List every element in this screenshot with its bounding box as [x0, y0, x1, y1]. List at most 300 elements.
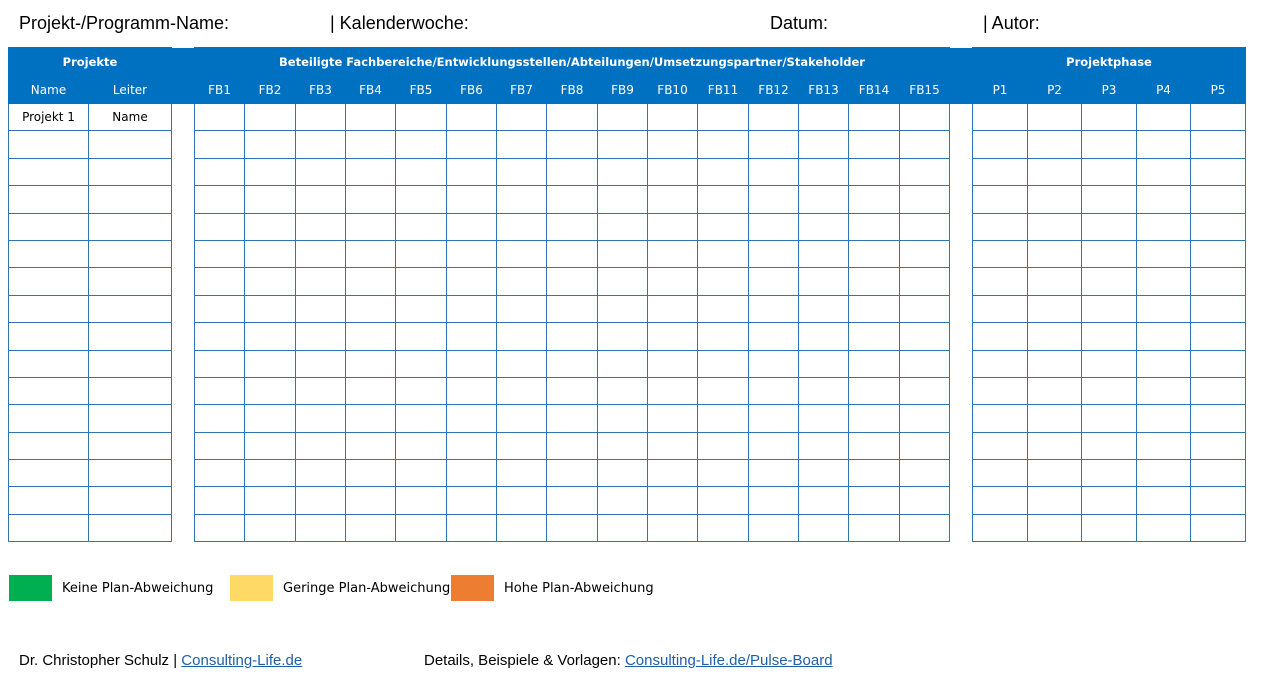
- department-status-cell[interactable]: [749, 432, 799, 459]
- phase-status-cell[interactable]: [973, 240, 1028, 267]
- department-status-cell[interactable]: [245, 405, 296, 432]
- phase-status-cell[interactable]: [973, 460, 1028, 487]
- department-status-cell[interactable]: [849, 186, 900, 213]
- department-status-cell[interactable]: [497, 350, 547, 377]
- department-status-cell[interactable]: [849, 487, 900, 514]
- department-status-cell[interactable]: [396, 514, 447, 541]
- project-leader-cell[interactable]: [89, 405, 172, 432]
- department-status-cell[interactable]: [698, 104, 749, 131]
- department-status-cell[interactable]: [900, 295, 950, 322]
- department-status-cell[interactable]: [497, 131, 547, 158]
- phase-status-cell[interactable]: [1082, 405, 1137, 432]
- phase-status-cell[interactable]: [1191, 432, 1246, 459]
- department-status-cell[interactable]: [749, 514, 799, 541]
- department-status-cell[interactable]: [195, 131, 245, 158]
- department-status-cell[interactable]: [195, 514, 245, 541]
- department-status-cell[interactable]: [900, 377, 950, 404]
- department-status-cell[interactable]: [698, 295, 749, 322]
- department-status-cell[interactable]: [296, 186, 346, 213]
- department-status-cell[interactable]: [648, 240, 698, 267]
- phase-status-cell[interactable]: [1028, 186, 1082, 213]
- department-status-cell[interactable]: [547, 405, 598, 432]
- department-status-cell[interactable]: [698, 377, 749, 404]
- department-status-cell[interactable]: [245, 131, 296, 158]
- department-status-cell[interactable]: [749, 213, 799, 240]
- phase-status-cell[interactable]: [1137, 268, 1191, 295]
- author-website-link[interactable]: Consulting-Life.de: [181, 652, 303, 669]
- department-status-cell[interactable]: [396, 186, 447, 213]
- department-status-cell[interactable]: [447, 405, 497, 432]
- department-status-cell[interactable]: [195, 213, 245, 240]
- department-status-cell[interactable]: [447, 460, 497, 487]
- department-status-cell[interactable]: [547, 268, 598, 295]
- department-status-cell[interactable]: [547, 350, 598, 377]
- department-status-cell[interactable]: [698, 487, 749, 514]
- department-status-cell[interactable]: [497, 432, 547, 459]
- department-status-cell[interactable]: [698, 514, 749, 541]
- project-name-cell[interactable]: [9, 131, 89, 158]
- department-status-cell[interactable]: [346, 405, 396, 432]
- department-status-cell[interactable]: [245, 104, 296, 131]
- department-status-cell[interactable]: [497, 323, 547, 350]
- phase-status-cell[interactable]: [1028, 323, 1082, 350]
- department-status-cell[interactable]: [547, 487, 598, 514]
- department-status-cell[interactable]: [396, 323, 447, 350]
- project-leader-cell[interactable]: [89, 487, 172, 514]
- department-status-cell[interactable]: [598, 377, 648, 404]
- department-status-cell[interactable]: [900, 213, 950, 240]
- department-status-cell[interactable]: [799, 405, 849, 432]
- department-status-cell[interactable]: [598, 432, 648, 459]
- department-status-cell[interactable]: [598, 131, 648, 158]
- department-status-cell[interactable]: [547, 460, 598, 487]
- department-status-cell[interactable]: [648, 158, 698, 185]
- project-name-cell[interactable]: [9, 405, 89, 432]
- project-name-cell[interactable]: [9, 350, 89, 377]
- department-status-cell[interactable]: [598, 186, 648, 213]
- department-status-cell[interactable]: [346, 460, 396, 487]
- department-status-cell[interactable]: [900, 460, 950, 487]
- phase-status-cell[interactable]: [1082, 158, 1137, 185]
- phase-status-cell[interactable]: [1137, 323, 1191, 350]
- department-status-cell[interactable]: [749, 460, 799, 487]
- department-status-cell[interactable]: [195, 268, 245, 295]
- department-status-cell[interactable]: [900, 131, 950, 158]
- department-status-cell[interactable]: [296, 432, 346, 459]
- phase-status-cell[interactable]: [1028, 104, 1082, 131]
- department-status-cell[interactable]: [698, 240, 749, 267]
- department-status-cell[interactable]: [346, 186, 396, 213]
- phase-status-cell[interactable]: [973, 158, 1028, 185]
- phase-status-cell[interactable]: [1137, 377, 1191, 404]
- department-status-cell[interactable]: [195, 323, 245, 350]
- phase-status-cell[interactable]: [973, 131, 1028, 158]
- project-name-cell[interactable]: [9, 268, 89, 295]
- department-status-cell[interactable]: [749, 295, 799, 322]
- department-status-cell[interactable]: [749, 350, 799, 377]
- department-status-cell[interactable]: [547, 186, 598, 213]
- phase-status-cell[interactable]: [973, 432, 1028, 459]
- phase-status-cell[interactable]: [1028, 514, 1082, 541]
- department-status-cell[interactable]: [648, 405, 698, 432]
- department-status-cell[interactable]: [497, 240, 547, 267]
- phase-status-cell[interactable]: [1028, 377, 1082, 404]
- department-status-cell[interactable]: [547, 432, 598, 459]
- phase-status-cell[interactable]: [1028, 131, 1082, 158]
- department-status-cell[interactable]: [598, 323, 648, 350]
- phase-status-cell[interactable]: [973, 377, 1028, 404]
- department-status-cell[interactable]: [648, 350, 698, 377]
- department-status-cell[interactable]: [497, 295, 547, 322]
- phase-status-cell[interactable]: [973, 405, 1028, 432]
- department-status-cell[interactable]: [447, 432, 497, 459]
- department-status-cell[interactable]: [346, 323, 396, 350]
- department-status-cell[interactable]: [296, 405, 346, 432]
- department-status-cell[interactable]: [799, 377, 849, 404]
- department-status-cell[interactable]: [296, 350, 346, 377]
- department-status-cell[interactable]: [849, 350, 900, 377]
- phase-status-cell[interactable]: [1137, 295, 1191, 322]
- department-status-cell[interactable]: [799, 268, 849, 295]
- phase-status-cell[interactable]: [1082, 432, 1137, 459]
- department-status-cell[interactable]: [900, 432, 950, 459]
- department-status-cell[interactable]: [396, 158, 447, 185]
- project-leader-cell[interactable]: [89, 377, 172, 404]
- project-name-cell[interactable]: [9, 514, 89, 541]
- phase-status-cell[interactable]: [973, 350, 1028, 377]
- department-status-cell[interactable]: [698, 213, 749, 240]
- department-status-cell[interactable]: [749, 323, 799, 350]
- department-status-cell[interactable]: [497, 158, 547, 185]
- department-status-cell[interactable]: [749, 405, 799, 432]
- department-status-cell[interactable]: [296, 295, 346, 322]
- phase-status-cell[interactable]: [1137, 158, 1191, 185]
- phase-status-cell[interactable]: [1082, 213, 1137, 240]
- department-status-cell[interactable]: [900, 405, 950, 432]
- department-status-cell[interactable]: [598, 514, 648, 541]
- department-status-cell[interactable]: [346, 131, 396, 158]
- department-status-cell[interactable]: [497, 460, 547, 487]
- project-name-cell[interactable]: [9, 295, 89, 322]
- department-status-cell[interactable]: [598, 213, 648, 240]
- department-status-cell[interactable]: [849, 432, 900, 459]
- project-name-cell[interactable]: [9, 460, 89, 487]
- department-status-cell[interactable]: [698, 460, 749, 487]
- department-status-cell[interactable]: [648, 131, 698, 158]
- project-leader-cell[interactable]: [89, 131, 172, 158]
- department-status-cell[interactable]: [799, 432, 849, 459]
- department-status-cell[interactable]: [497, 405, 547, 432]
- phase-status-cell[interactable]: [1082, 460, 1137, 487]
- department-status-cell[interactable]: [799, 514, 849, 541]
- department-status-cell[interactable]: [648, 377, 698, 404]
- phase-status-cell[interactable]: [973, 514, 1028, 541]
- phase-status-cell[interactable]: [1191, 514, 1246, 541]
- department-status-cell[interactable]: [447, 158, 497, 185]
- phase-status-cell[interactable]: [1191, 240, 1246, 267]
- department-status-cell[interactable]: [849, 323, 900, 350]
- phase-status-cell[interactable]: [1028, 240, 1082, 267]
- phase-status-cell[interactable]: [1137, 405, 1191, 432]
- department-status-cell[interactable]: [799, 460, 849, 487]
- department-status-cell[interactable]: [849, 268, 900, 295]
- department-status-cell[interactable]: [195, 158, 245, 185]
- phase-status-cell[interactable]: [1082, 323, 1137, 350]
- department-status-cell[interactable]: [648, 268, 698, 295]
- department-status-cell[interactable]: [245, 377, 296, 404]
- project-name-cell[interactable]: [9, 213, 89, 240]
- project-leader-cell[interactable]: [89, 295, 172, 322]
- department-status-cell[interactable]: [497, 268, 547, 295]
- department-status-cell[interactable]: [799, 158, 849, 185]
- department-status-cell[interactable]: [346, 213, 396, 240]
- department-status-cell[interactable]: [648, 514, 698, 541]
- phase-status-cell[interactable]: [1137, 350, 1191, 377]
- department-status-cell[interactable]: [598, 158, 648, 185]
- department-status-cell[interactable]: [195, 240, 245, 267]
- department-status-cell[interactable]: [547, 158, 598, 185]
- department-status-cell[interactable]: [245, 295, 296, 322]
- department-status-cell[interactable]: [900, 514, 950, 541]
- department-status-cell[interactable]: [245, 432, 296, 459]
- department-status-cell[interactable]: [447, 377, 497, 404]
- department-status-cell[interactable]: [245, 350, 296, 377]
- department-status-cell[interactable]: [346, 377, 396, 404]
- department-status-cell[interactable]: [195, 350, 245, 377]
- phase-status-cell[interactable]: [1191, 268, 1246, 295]
- department-status-cell[interactable]: [900, 158, 950, 185]
- department-status-cell[interactable]: [849, 514, 900, 541]
- phase-status-cell[interactable]: [1082, 186, 1137, 213]
- department-status-cell[interactable]: [447, 487, 497, 514]
- phase-status-cell[interactable]: [1191, 295, 1246, 322]
- department-status-cell[interactable]: [447, 295, 497, 322]
- department-status-cell[interactable]: [648, 487, 698, 514]
- department-status-cell[interactable]: [749, 487, 799, 514]
- department-status-cell[interactable]: [749, 131, 799, 158]
- project-leader-cell[interactable]: [89, 268, 172, 295]
- department-status-cell[interactable]: [849, 213, 900, 240]
- department-status-cell[interactable]: [799, 350, 849, 377]
- department-status-cell[interactable]: [346, 268, 396, 295]
- phase-status-cell[interactable]: [1137, 240, 1191, 267]
- project-leader-cell[interactable]: [89, 213, 172, 240]
- department-status-cell[interactable]: [799, 487, 849, 514]
- department-status-cell[interactable]: [396, 131, 447, 158]
- project-name-cell[interactable]: [9, 487, 89, 514]
- department-status-cell[interactable]: [497, 213, 547, 240]
- department-status-cell[interactable]: [346, 514, 396, 541]
- phase-status-cell[interactable]: [1191, 158, 1246, 185]
- department-status-cell[interactable]: [346, 295, 396, 322]
- phase-status-cell[interactable]: [1082, 514, 1137, 541]
- department-status-cell[interactable]: [849, 405, 900, 432]
- department-status-cell[interactable]: [396, 460, 447, 487]
- department-status-cell[interactable]: [447, 104, 497, 131]
- phase-status-cell[interactable]: [1191, 131, 1246, 158]
- department-status-cell[interactable]: [396, 487, 447, 514]
- project-name-cell[interactable]: [9, 323, 89, 350]
- phase-status-cell[interactable]: [1082, 268, 1137, 295]
- phase-status-cell[interactable]: [1082, 350, 1137, 377]
- department-status-cell[interactable]: [799, 213, 849, 240]
- phase-status-cell[interactable]: [1137, 104, 1191, 131]
- department-status-cell[interactable]: [749, 186, 799, 213]
- department-status-cell[interactable]: [296, 323, 346, 350]
- department-status-cell[interactable]: [447, 240, 497, 267]
- department-status-cell[interactable]: [497, 514, 547, 541]
- phase-status-cell[interactable]: [1137, 514, 1191, 541]
- phase-status-cell[interactable]: [973, 323, 1028, 350]
- department-status-cell[interactable]: [698, 131, 749, 158]
- phase-status-cell[interactable]: [1191, 186, 1246, 213]
- department-status-cell[interactable]: [749, 104, 799, 131]
- department-status-cell[interactable]: [749, 240, 799, 267]
- phase-status-cell[interactable]: [1028, 487, 1082, 514]
- department-status-cell[interactable]: [396, 405, 447, 432]
- department-status-cell[interactable]: [497, 487, 547, 514]
- department-status-cell[interactable]: [547, 323, 598, 350]
- department-status-cell[interactable]: [648, 432, 698, 459]
- department-status-cell[interactable]: [799, 104, 849, 131]
- phase-status-cell[interactable]: [1028, 350, 1082, 377]
- department-status-cell[interactable]: [900, 323, 950, 350]
- department-status-cell[interactable]: [396, 350, 447, 377]
- project-leader-cell[interactable]: [89, 240, 172, 267]
- project-leader-cell[interactable]: [89, 514, 172, 541]
- project-leader-cell[interactable]: [89, 186, 172, 213]
- phase-status-cell[interactable]: [1191, 323, 1246, 350]
- department-status-cell[interactable]: [296, 460, 346, 487]
- department-status-cell[interactable]: [547, 377, 598, 404]
- department-status-cell[interactable]: [296, 104, 346, 131]
- phase-status-cell[interactable]: [1082, 131, 1137, 158]
- department-status-cell[interactable]: [547, 131, 598, 158]
- department-status-cell[interactable]: [195, 104, 245, 131]
- phase-status-cell[interactable]: [973, 487, 1028, 514]
- department-status-cell[interactable]: [346, 240, 396, 267]
- phase-status-cell[interactable]: [1028, 432, 1082, 459]
- project-leader-cell[interactable]: [89, 158, 172, 185]
- phase-status-cell[interactable]: [1082, 295, 1137, 322]
- phase-status-cell[interactable]: [1137, 460, 1191, 487]
- department-status-cell[interactable]: [799, 295, 849, 322]
- department-status-cell[interactable]: [799, 186, 849, 213]
- phase-status-cell[interactable]: [1191, 405, 1246, 432]
- department-status-cell[interactable]: [396, 213, 447, 240]
- department-status-cell[interactable]: [195, 377, 245, 404]
- department-status-cell[interactable]: [799, 240, 849, 267]
- department-status-cell[interactable]: [648, 460, 698, 487]
- department-status-cell[interactable]: [245, 514, 296, 541]
- department-status-cell[interactable]: [447, 213, 497, 240]
- department-status-cell[interactable]: [396, 240, 447, 267]
- department-status-cell[interactable]: [447, 131, 497, 158]
- phase-status-cell[interactable]: [1028, 460, 1082, 487]
- project-leader-cell[interactable]: [89, 323, 172, 350]
- department-status-cell[interactable]: [698, 186, 749, 213]
- department-status-cell[interactable]: [598, 268, 648, 295]
- department-status-cell[interactable]: [698, 268, 749, 295]
- department-status-cell[interactable]: [245, 213, 296, 240]
- phase-status-cell[interactable]: [1191, 104, 1246, 131]
- department-status-cell[interactable]: [900, 350, 950, 377]
- pulse-board-link[interactable]: Consulting-Life.de/Pulse-Board: [624, 652, 833, 669]
- phase-status-cell[interactable]: [973, 213, 1028, 240]
- department-status-cell[interactable]: [547, 213, 598, 240]
- department-status-cell[interactable]: [396, 268, 447, 295]
- project-name-cell[interactable]: [9, 158, 89, 185]
- project-leader-cell[interactable]: [89, 350, 172, 377]
- department-status-cell[interactable]: [698, 158, 749, 185]
- department-status-cell[interactable]: [447, 323, 497, 350]
- phase-status-cell[interactable]: [1191, 487, 1246, 514]
- phase-status-cell[interactable]: [1082, 240, 1137, 267]
- department-status-cell[interactable]: [346, 350, 396, 377]
- department-status-cell[interactable]: [849, 158, 900, 185]
- project-name-cell[interactable]: [9, 377, 89, 404]
- phase-status-cell[interactable]: [1191, 213, 1246, 240]
- department-status-cell[interactable]: [447, 514, 497, 541]
- department-status-cell[interactable]: [900, 104, 950, 131]
- project-name-cell[interactable]: [9, 432, 89, 459]
- project-leader-cell[interactable]: Name: [89, 104, 172, 131]
- phase-status-cell[interactable]: [1137, 186, 1191, 213]
- department-status-cell[interactable]: [296, 131, 346, 158]
- phase-status-cell[interactable]: [1137, 487, 1191, 514]
- department-status-cell[interactable]: [698, 323, 749, 350]
- phase-status-cell[interactable]: [973, 186, 1028, 213]
- department-status-cell[interactable]: [245, 460, 296, 487]
- phase-status-cell[interactable]: [1191, 377, 1246, 404]
- department-status-cell[interactable]: [598, 240, 648, 267]
- project-leader-cell[interactable]: [89, 460, 172, 487]
- phase-status-cell[interactable]: [1191, 460, 1246, 487]
- department-status-cell[interactable]: [346, 104, 396, 131]
- department-status-cell[interactable]: [245, 487, 296, 514]
- department-status-cell[interactable]: [245, 240, 296, 267]
- phase-status-cell[interactable]: [1191, 350, 1246, 377]
- phase-status-cell[interactable]: [1137, 131, 1191, 158]
- department-status-cell[interactable]: [648, 186, 698, 213]
- department-status-cell[interactable]: [497, 104, 547, 131]
- phase-status-cell[interactable]: [1082, 487, 1137, 514]
- department-status-cell[interactable]: [698, 432, 749, 459]
- department-status-cell[interactable]: [245, 268, 296, 295]
- department-status-cell[interactable]: [849, 131, 900, 158]
- phase-status-cell[interactable]: [1082, 104, 1137, 131]
- phase-status-cell[interactable]: [973, 295, 1028, 322]
- department-status-cell[interactable]: [799, 131, 849, 158]
- project-name-cell[interactable]: Projekt 1: [9, 104, 89, 131]
- department-status-cell[interactable]: [195, 295, 245, 322]
- department-status-cell[interactable]: [900, 487, 950, 514]
- department-status-cell[interactable]: [598, 350, 648, 377]
- department-status-cell[interactable]: [296, 213, 346, 240]
- phase-status-cell[interactable]: [1028, 268, 1082, 295]
- department-status-cell[interactable]: [195, 186, 245, 213]
- phase-status-cell[interactable]: [1028, 158, 1082, 185]
- department-status-cell[interactable]: [396, 377, 447, 404]
- department-status-cell[interactable]: [195, 460, 245, 487]
- department-status-cell[interactable]: [245, 323, 296, 350]
- department-status-cell[interactable]: [396, 104, 447, 131]
- department-status-cell[interactable]: [195, 432, 245, 459]
- department-status-cell[interactable]: [547, 514, 598, 541]
- department-status-cell[interactable]: [900, 240, 950, 267]
- phase-status-cell[interactable]: [1028, 405, 1082, 432]
- phase-status-cell[interactable]: [1028, 295, 1082, 322]
